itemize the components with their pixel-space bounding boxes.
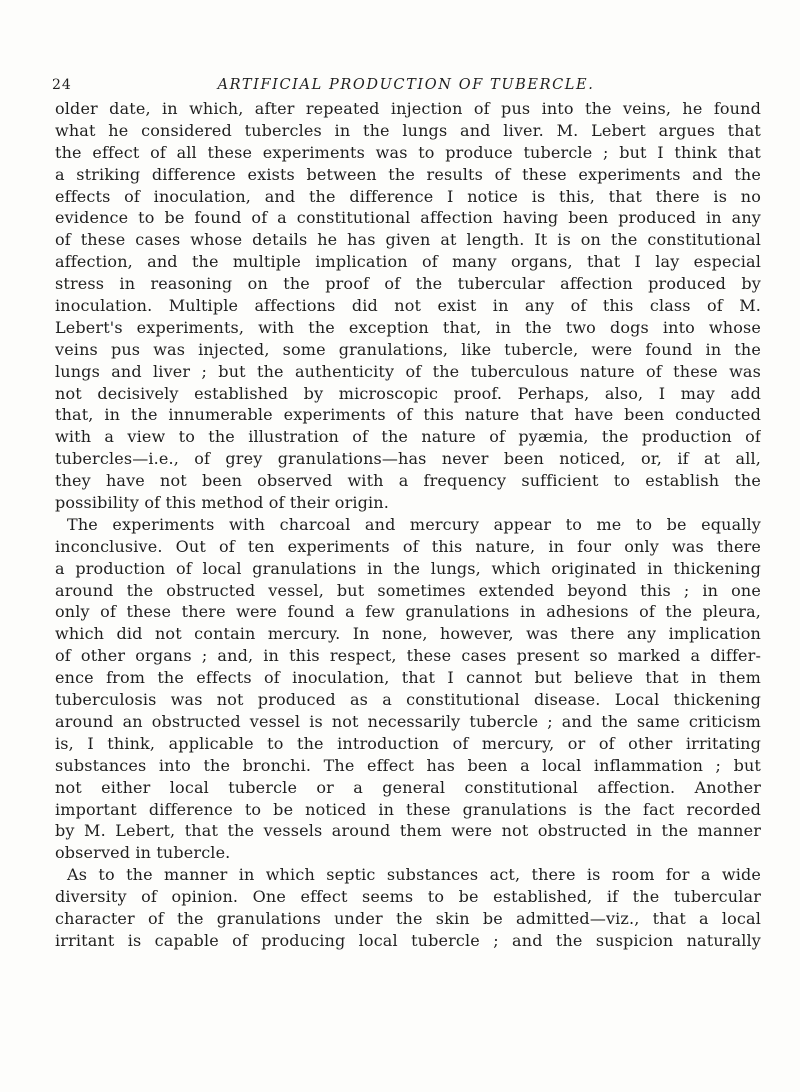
- text-line: Lebert's experiments, with the exception that, in the two dogs into whose: [55, 317, 761, 337]
- text-line: a production of local granulations in the lungs, which originated in thickening: [55, 558, 761, 578]
- text-line: veins pus was injected, some granulations, like tubercle, were found in the: [55, 339, 761, 359]
- text-line: ence from the effects of inoculation, that I cannot but believe that in them: [55, 668, 761, 688]
- text-line: evidence to be found of a constitutional affection having been produced in any: [55, 208, 761, 228]
- running-title: ARTIFICIAL PRODUCTION OF TUBERCLE.: [217, 77, 595, 93]
- text-line: only of these there were found a few granulations in adhesions of the pleura,: [55, 602, 761, 622]
- text-line: irritant is capable of producing local tubercle ; and the suspicion naturally: [55, 930, 761, 950]
- text-line: possibility of this method of their origin.: [55, 493, 389, 513]
- text-line: inconclusive. Out of ten experiments of this nature, in four only was there: [55, 536, 761, 556]
- text-line: they have not been observed with a frequency sufficient to establish the: [55, 471, 761, 491]
- text-line: The experiments with charcoal and mercury appear to me to be equally: [67, 514, 761, 534]
- text-line: tubercles—i.e., of grey granulations—has never been noticed, or, if at all,: [55, 449, 761, 469]
- text-line: affection, and the multiple implication of many organs, that I lay especial: [55, 252, 761, 272]
- text-line: around the obstructed vessel, but sometimes extended beyond this ; in one: [55, 580, 761, 600]
- text-line: not decisively established by microscopic proof. Perhaps, also, I may add: [55, 383, 761, 403]
- text-line: lungs and liver ; but the authenticity of the tuberculous nature of these was: [55, 361, 761, 381]
- text-line: stress in reasoning on the proof of the tubercular affection produced by: [55, 274, 761, 294]
- text-line: tuberculosis was not produced as a constitutional disease. Local thickening: [55, 690, 761, 710]
- text-line: important difference to be noticed in these granulations is the fact recorded: [55, 799, 761, 819]
- text-line: not either local tubercle or a general constitutional affection. Another: [55, 777, 761, 797]
- text-line: observed in tubercle.: [55, 843, 231, 863]
- text-line: of these cases whose details he has given at length. It is on the constitutional: [55, 230, 761, 250]
- text-line: the effect of all these experiments was to produce tubercle ; but I think that: [55, 142, 761, 162]
- text-line: that, in the innumerable experiments of this nature that have been conducted: [55, 405, 761, 425]
- text-line: substances into the bronchi. The effect has been a local inflammation ; but: [55, 755, 761, 775]
- body-text: [55, 98, 761, 952]
- text-line: inoculation. Multiple affections did not exist in any of this class of M.: [55, 296, 761, 316]
- page-header: [52, 77, 760, 99]
- text-line: with a view to the illustration of the nature of pyæmia, the production of: [55, 427, 761, 447]
- text-line: older date, in which, after repeated injection of pus into the veins, he found: [55, 99, 761, 118]
- text-line: of other organs ; and, in this respect, these cases present so marked a differ-: [55, 646, 761, 666]
- text-line: As to the manner in which septic substances act, there is room for a wide: [67, 865, 761, 885]
- text-line: by M. Lebert, that the vessels around them were not obstructed in the manner: [55, 821, 761, 841]
- text-line: is, I think, applicable to the introduction of mercury, or of other irritating: [55, 733, 761, 753]
- text-line: what he considered tubercles in the lungs and liver. M. Lebert argues that: [55, 120, 761, 140]
- text-line: effects of inoculation, and the difference I notice is this, that there is no: [55, 186, 761, 206]
- text-line: around an obstructed vessel is not necessarily tubercle ; and the same criticism: [55, 711, 761, 731]
- page-number: 24: [52, 77, 72, 93]
- text-line: character of the granulations under the skin be admitted—viz., that a local: [55, 908, 761, 928]
- text-line: a striking difference exists between the results of these experiments and the: [55, 164, 761, 184]
- text-line: diversity of opinion. One effect seems to be established, if the tubercular: [55, 887, 761, 907]
- text-line: which did not contain mercury. In none, however, was there any implication: [55, 624, 761, 644]
